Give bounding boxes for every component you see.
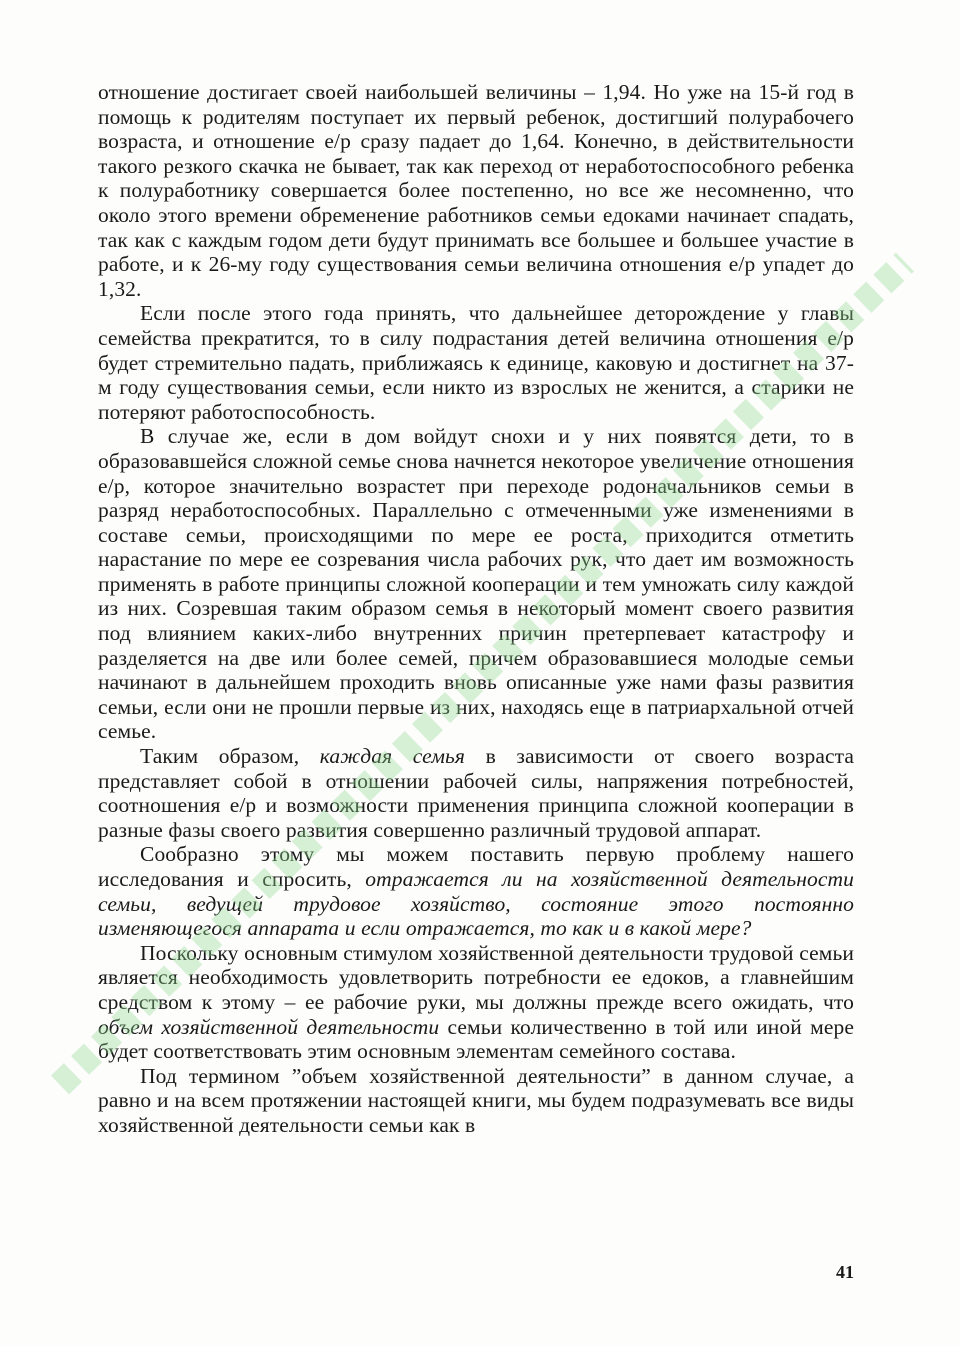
text-run: в зависимости от своего возраста представляет собой в отношении рабочей силы, напряжения потребностей, соотношения е/р и возможности применения принципа сложной кооперации в разные фазы своего развития совершенно различный трудовой аппарат. xyxy=(98,744,854,842)
paragraph xyxy=(98,744,854,842)
text-run: Поскольку основным стимулом хозяйственной деятельности трудовой семьи является необходимость удовлетворить потребности ее едоков, а главнейшим средством к этому – ее рабочие руки, мы должны прежде всего ожидать, что xyxy=(98,940,854,1014)
page-number: 41 xyxy=(836,1262,854,1282)
text-run: В случае же, если в дом войдут снохи и у них появятся дети, то в образовавшейся сложной семье снова начнется некоторое увеличение отношения е/р, которое значительно возрастет при переходе родоначальников семьи в разряд неработоспособных. Параллельно с отмеченными уже изменениями в составе семьи, происходящими по мере ее роста, приходится отметить нарастание по мере ее созревания числа рабочих рук, что дает им возможность применять в работе принципы сложной кооперации и тем умножать силу каждой из них. Созревшая таким образом семья в некоторый момент своего развития под влиянием каких-либо внутренних причин претерпевает катастрофу и разделяется на две или более семей, причем образовавшиеся молодые семьи начинают в дальнейшем проходить вновь описанные уже нами фазы развития семьи, если они не прошли первые из них, находясь еще в патриархальной отчей семье. xyxy=(98,424,854,744)
paragraph xyxy=(98,424,854,744)
italic-text: отражается ли на хозяйственной деятельности семьи, ведущей трудовое хозяйство, состояние этого постоянно изменяющегося аппарата и если отражается, то как и в какой мере? xyxy=(98,867,854,941)
text-run: Под термином ”объем хозяйственной деятельности” в данном случае, а равно и на всем протяжении настоящей книги, мы будем подразумевать все виды хозяйственной деятельности семьи как в xyxy=(98,1063,854,1137)
text-run: семьи количественно в той или иной мере будет соответствовать этим основным элементам семейного состава. xyxy=(98,1014,854,1064)
text-run: отношение достигает своей наибольшей величины – 1,94. Но уже на 15-й год в помощь к родителям поступает их первый ребенок, достигший полурабочего возраста, и отношение е/р сразу падает до 1,64. Конечно, в действительности такого резкого скачка не бывает, так как переход от неработоспособного ребенка к полуработнику совершается более постепенно, но все же несомненно, что около этого времени обременение работников семьи едоками начинает спадать, так как с каждым годом дети будут принимать все большее и большее участие в работе, и к 26-му году существования семьи величина отношения е/р упадет до 1,32. xyxy=(98,80,854,301)
paragraph xyxy=(98,301,854,424)
paragraph xyxy=(98,842,854,940)
paragraph xyxy=(98,1064,854,1138)
text-run: Если после этого года принять, что дальнейшее деторождение у главы семейства прекратится, то в силу подрастания детей величина отношения е/р будет стремительно падать, приближаясь к единице, каковую и достигнет на 37-м году существования семьи, если никто из взрослых не женится, а старики не потеряют работоспособность. xyxy=(98,301,854,424)
body-text xyxy=(98,80,854,1138)
italic-text: каждая семья xyxy=(319,744,466,769)
italic-text: объем хозяйственной деятельности xyxy=(98,1014,440,1039)
text-run: Таким образом, xyxy=(140,744,320,769)
paragraph xyxy=(98,941,854,1064)
paragraph xyxy=(98,80,854,301)
text-run: Сообразно этому мы можем поставить первую проблему нашего исследования и спросить, xyxy=(98,842,854,891)
